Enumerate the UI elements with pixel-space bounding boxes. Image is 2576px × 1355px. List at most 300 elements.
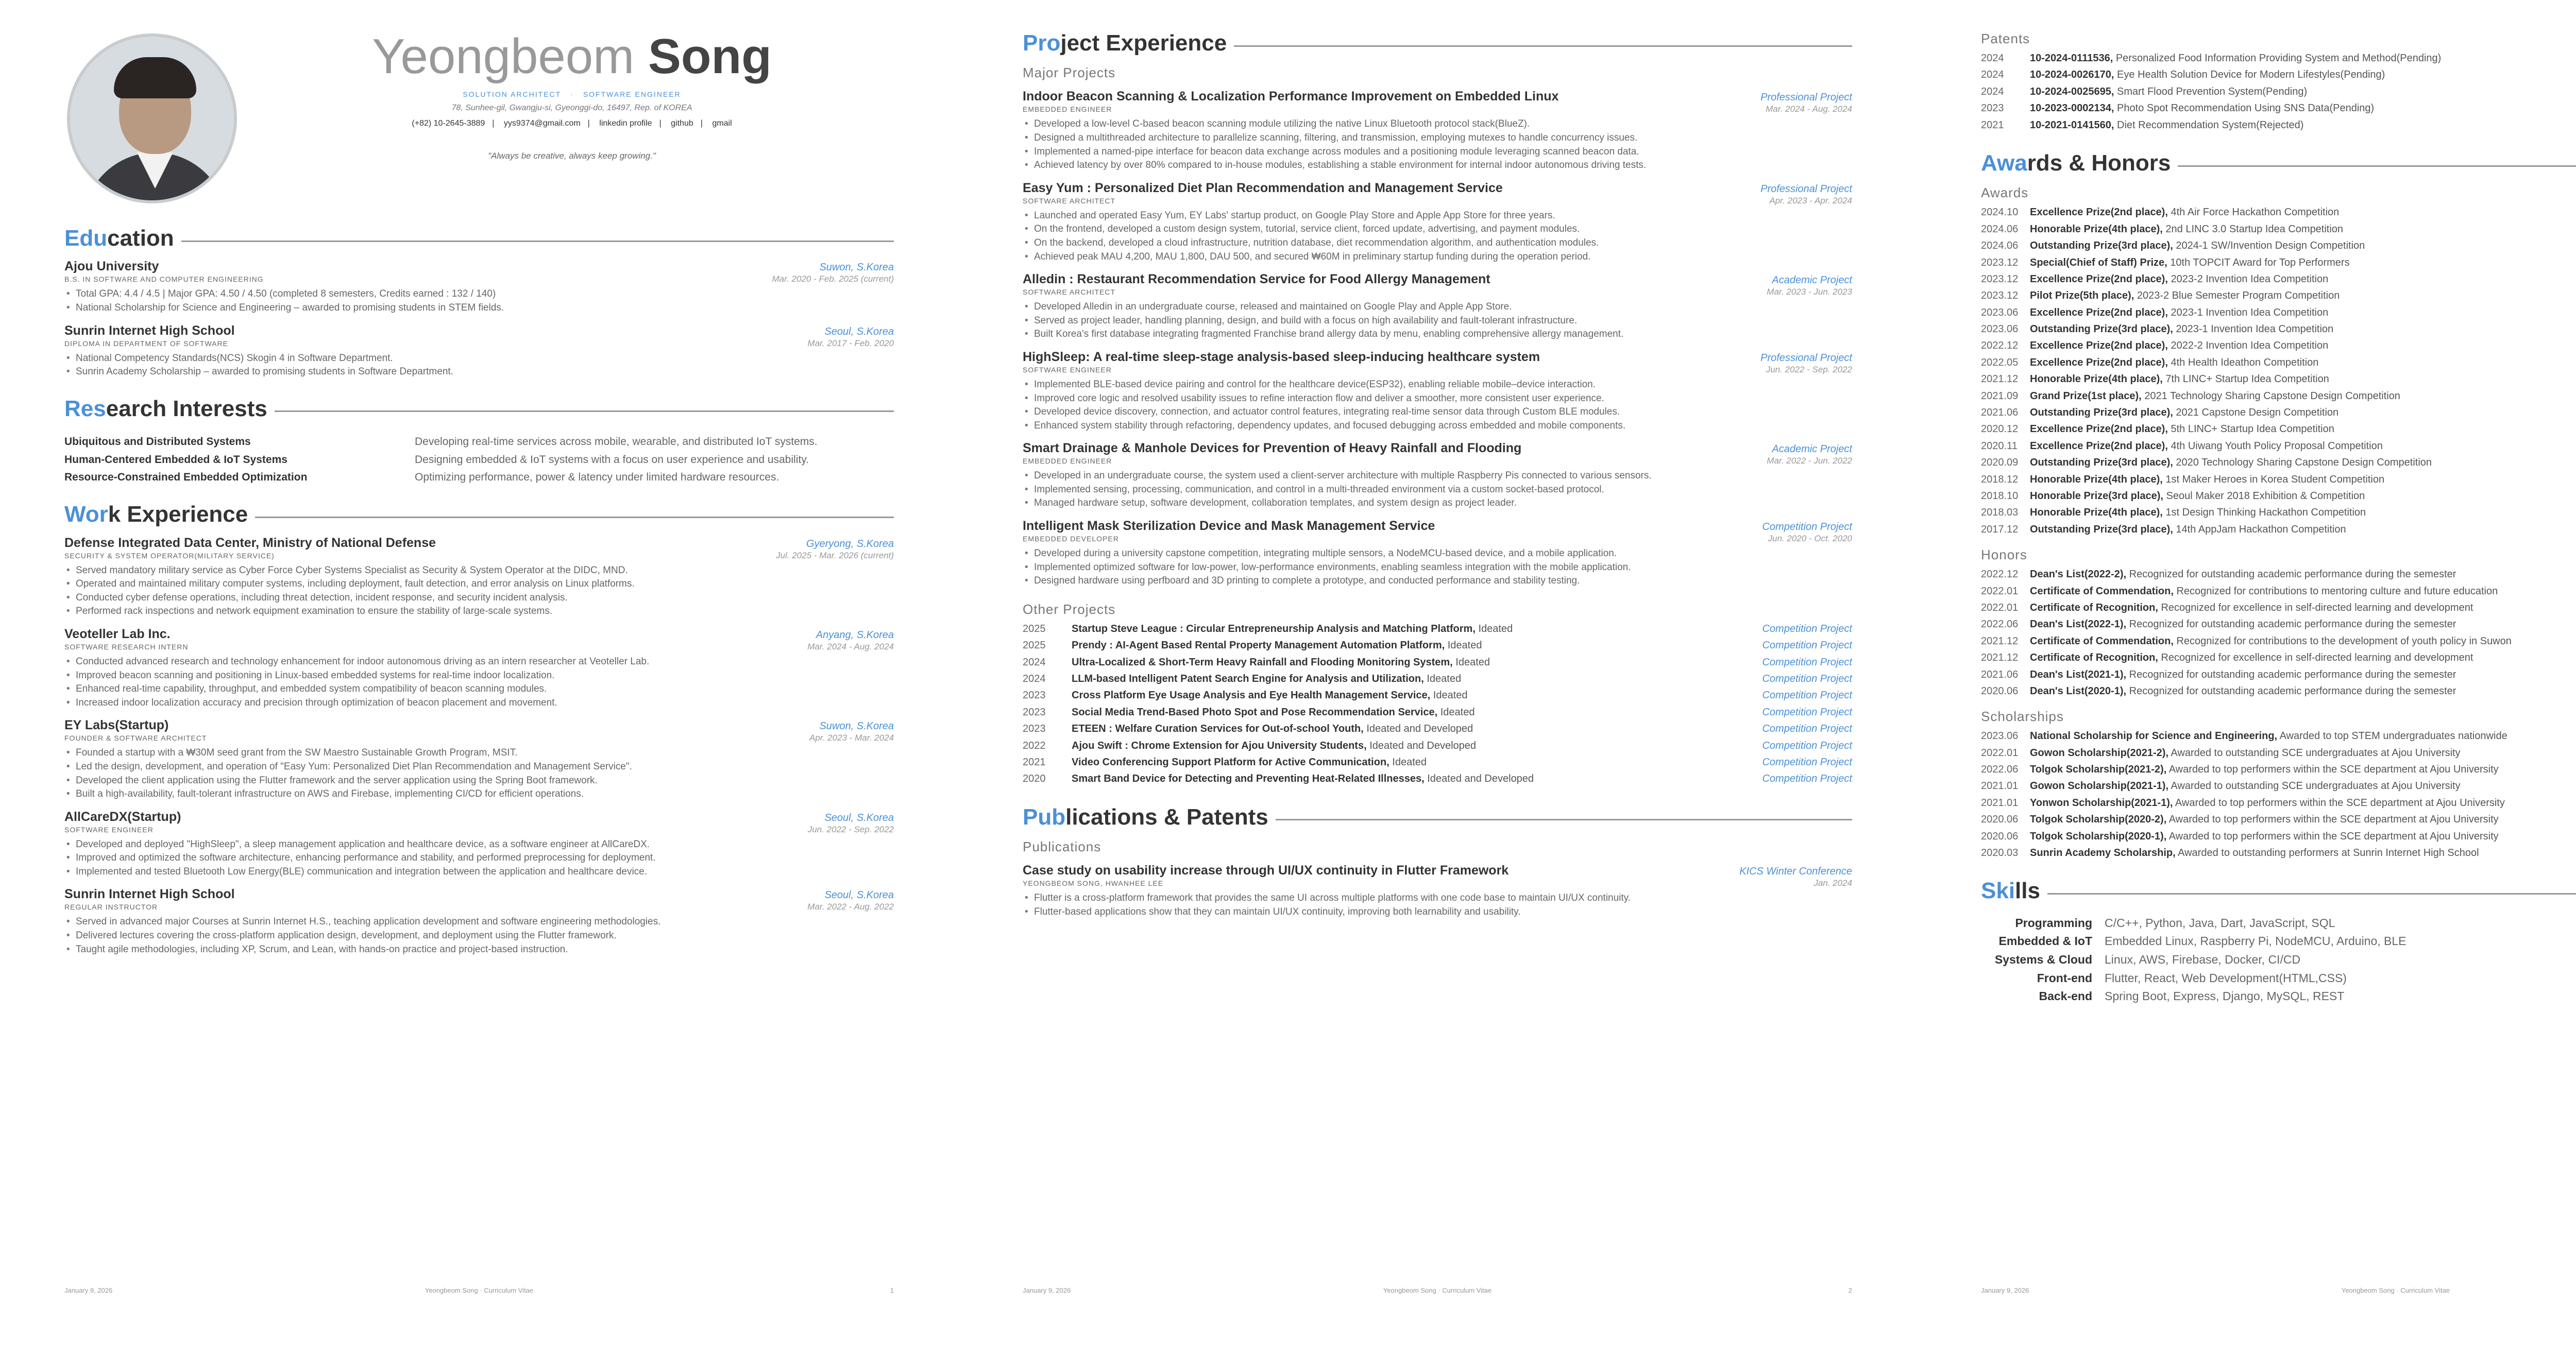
bullet-item: • Developed and deployed "HighSleep", a sleep management application and healthcare device, as a software engineer at AllCareDX.: [64, 838, 894, 852]
table-row: [1981, 728, 2576, 744]
row-title: Honorable Prize(3rd place),: [2030, 490, 2163, 502]
bullet-item: • Improved beacon scanning and positioning in Linux-based embedded systems for real-time indoor localization.: [64, 669, 894, 683]
row-title: Outstanding Prize(3rd place),: [2030, 457, 2173, 469]
entry-location: Professional Project: [1760, 183, 1852, 195]
entry-head: [64, 323, 894, 338]
interest-name: Resource-Constrained Embedded Optimization: [64, 471, 308, 483]
row-title: Excellence Prize(2nd place),: [2030, 356, 2168, 368]
row-text: [2030, 237, 2576, 254]
row-date: 2024: [1981, 53, 2004, 64]
row-date: 2025: [1023, 640, 1046, 651]
entry-date: Mar. 2022 - Jun. 2022: [1767, 456, 1852, 466]
skill-items: Linux, AWS, Firebase, Docker, CI/CD: [2105, 953, 2301, 967]
row-date: 2024: [1981, 69, 2004, 81]
bullet-list: [64, 746, 894, 801]
skill-row: [1981, 969, 2576, 988]
entry-subhead: [1023, 196, 1852, 206]
row-text: [2030, 404, 2576, 421]
row-text: [2030, 566, 2576, 582]
row-desc: Seoul Maker 2018 Exhibition & Competition: [2166, 490, 2365, 502]
interest-desc: Designing embedded & IoT systems with a focus on user experience and usability.: [415, 453, 809, 466]
gmail-link[interactable]: gmail: [712, 118, 732, 128]
row-desc: 1st Design Thinking Hackathon Competition: [2165, 507, 2366, 519]
row-title: Outstanding Prize(3rd place),: [2030, 523, 2173, 535]
row-title: Excellence Prize(2nd place),: [2030, 207, 2168, 218]
page-3: [1917, 0, 2576, 1355]
entry-location: Seoul, S.Korea: [824, 889, 894, 901]
row-title: Excellence Prize(2nd place),: [2030, 273, 2168, 285]
entry-subhead: [1023, 365, 1852, 375]
row-title: Pilot Prize(5th place),: [2030, 290, 2134, 302]
row-title: Excellence Prize(2nd place),: [2030, 440, 2168, 452]
entry-role: EMBEDDED ENGINEER: [1023, 105, 1112, 114]
entry-location: Anyang, S.Korea: [816, 629, 894, 641]
row-title: Social Media Trend-Based Photo Spot and Pose Recommendation Service,: [1072, 706, 1438, 718]
row-text: [1072, 654, 1687, 671]
row-text: [1072, 704, 1687, 721]
row-date: 2020.09: [1981, 457, 2019, 469]
row-desc: Awarded to top performers within the SCE department at Ajou University: [2168, 830, 2499, 842]
table-row: [1981, 83, 2576, 100]
bullet-item: • Designed a multithreaded architecture to parallelize scanning, filtering, and transmission, employing mutexes to handle concurrency issues.: [1023, 131, 1852, 145]
bullet-item: • Served mandatory military service as Cyber Force Cyber Systems Specialist as Security & System Operator at the DIDC, MND.: [64, 564, 894, 578]
entry-date: Jun. 2020 - Oct. 2020: [1768, 534, 1852, 544]
entry: [64, 627, 894, 710]
row-date: 2020.12: [1981, 423, 2019, 435]
skill-category: Programming: [2015, 916, 2092, 930]
row-date: 2020.06: [1981, 830, 2019, 842]
entry-head: [64, 718, 894, 733]
entry-subhead: [64, 551, 894, 561]
row-desc: Awarded to outstanding SCE undergraduates at Ajou University: [2171, 780, 2461, 792]
research-section: [64, 397, 894, 485]
row-title: Dean's List(2021-1),: [2030, 668, 2127, 680]
bullet-item: • Conducted cyber defense operations, including threat detection, incident response, and security incident analysis.: [64, 591, 894, 605]
row-date: 2024: [1023, 673, 1046, 685]
row-desc: 4th Air Force Hackathon Competition: [2171, 207, 2340, 218]
entry-date: Jan. 2024: [1814, 878, 1852, 888]
entry: [64, 887, 894, 956]
row-desc: Photo Spot Recommendation Using SNS Data(Pending): [2117, 102, 2375, 114]
table-row: [1981, 845, 2576, 861]
github-link[interactable]: github: [671, 118, 693, 128]
publications-section: [1023, 805, 1852, 919]
row-title: Ultra-Localized & Short-Term Heavy Rainfall and Flooding Monitoring System,: [1072, 656, 1453, 668]
entry-role: SECURITY & SYSTEM OPERATOR(MILITARY SERVICE): [64, 551, 275, 560]
row-title: Tolgok Scholarship(2020-1),: [2030, 830, 2167, 842]
row-title: Video Conferencing Support Platform for Active Communication,: [1072, 756, 1389, 768]
publications-list: [1023, 863, 1852, 919]
row-date: 2021.01: [1981, 780, 2019, 792]
address: 78, Sunhee-gil, Gwangju-si, Gyeonggi-do, 16497, Rep. of KOREA: [451, 103, 692, 112]
table-row: [1981, 649, 2576, 666]
row-date: 2018.10: [1981, 490, 2019, 502]
entry: [1023, 350, 1852, 433]
row-title: Excellence Prize(2nd place),: [2030, 423, 2168, 435]
row-date: 2021: [1981, 119, 2004, 131]
row-date: 2023.12: [1981, 290, 2019, 302]
row-title: ETEEN : Welfare Curation Services for Out-of-school Youth,: [1072, 723, 1364, 735]
header-info: [250, 31, 894, 161]
row-desc: 2021 Capstone Design Competition: [2176, 407, 2339, 419]
row-text: [2030, 83, 2576, 100]
entry-head: [1023, 441, 1852, 456]
row-text: [2030, 599, 2576, 616]
skill-items: Flutter, React, Web Development(HTML,CSS): [2105, 971, 2347, 985]
bullet-list: [64, 564, 894, 619]
entry-head: [1023, 519, 1852, 534]
row-text: [2030, 100, 2576, 116]
research-list: [64, 435, 894, 485]
row-text: [2030, 354, 2576, 371]
row-desc: Awarded to top performers within the SCE department at Ajou University: [2175, 797, 2505, 809]
contacts: (+82) 10-2645-3889 | yys9374@gmail.com | linkedin profile | github | gmail: [412, 118, 732, 128]
row-title: Outstanding Prize(3rd place),: [2030, 407, 2173, 419]
table-row: [1981, 354, 2576, 371]
row-title: Cross Platform Eye Usage Analysis and Eye Health Management Service,: [1072, 690, 1431, 701]
entry-title: Easy Yum : Personalized Diet Plan Recommendation and Management Service: [1023, 180, 1503, 195]
entry-subhead: [1023, 287, 1852, 297]
row-desc: Ideated: [1433, 690, 1468, 701]
table-row: [1023, 721, 1852, 737]
row-org: Competition Project: [1762, 656, 1852, 668]
bullet-item: • Total GPA: 4.4 / 4.5 | Major GPA: 4.50 / 4.50 (completed 8 semesters, Credits earned : 132 / 140): [64, 287, 894, 301]
table-row: [1981, 254, 2576, 271]
entry-role: SOFTWARE RESEARCH INTERN: [64, 642, 189, 651]
row-date: 2022.12: [1981, 340, 2019, 352]
awards-table: [1981, 204, 2576, 538]
bullet-item: • Founded a startup with a ₩30M seed grant from the SW Maestro Sustainable Growth Program, MSIT.: [64, 746, 894, 760]
row-text: [2030, 66, 2576, 83]
table-row: [1981, 438, 2576, 454]
skill-row: [1981, 932, 2576, 951]
row-date: 2020.06: [1981, 814, 2019, 826]
honors-table: [1981, 566, 2576, 699]
page-footer: January 9, 2026 Yeongbeom Song · Curriculum Vitae: [1981, 1287, 2450, 1294]
row-org: Competition Project: [1762, 640, 1852, 651]
table-row: [1981, 388, 2576, 404]
row-text: [1072, 721, 1687, 737]
row-text: [2030, 50, 2576, 66]
entry-date: Mar. 2017 - Feb. 2020: [807, 338, 894, 348]
table-row: [1981, 204, 2576, 220]
row-date: 2023.06: [1981, 306, 2019, 318]
bullet-list: [64, 915, 894, 956]
entry-subhead: [1023, 456, 1852, 466]
bullet-item: • Sunrin Academy Scholarship – awarded to promising students in Software Department.: [64, 365, 894, 379]
row-date: 2024.06: [1981, 240, 2019, 252]
row-text: [2030, 828, 2576, 845]
row-desc: Awarded to top STEM undergraduates nationwide: [2279, 730, 2507, 742]
row-date: 2022.06: [1981, 764, 2019, 776]
bullet-item: • Operated and maintained military computer systems, including deployment, fault detection, and error analysis on Linux platforms.: [64, 577, 894, 591]
entry-role: SOFTWARE ENGINEER: [64, 825, 154, 834]
skill-category: Embedded & IoT: [1998, 934, 2092, 948]
row-desc: 2022-2 Invention Idea Competition: [2171, 340, 2329, 352]
bullet-item: • Flutter is a cross-platform framework that provides the same UI across multiple platforms with one code base to maintain UI/UX continuity.: [1023, 891, 1852, 905]
row-title: National Scholarship for Science and Engineering,: [2030, 730, 2278, 742]
table-row: [1981, 404, 2576, 421]
bullet-list: [1023, 378, 1852, 433]
skill-category: Systems & Cloud: [1994, 953, 2092, 967]
bullet-list: [1023, 469, 1852, 510]
table-row: [1981, 745, 2576, 761]
bullet-item: • Served as project leader, handling planning, design, and build with a focus on high availability and fault-tolerant infrastructure.: [1023, 314, 1852, 328]
row-title: Honorable Prize(4th place),: [2030, 507, 2163, 519]
bullet-list: [1023, 117, 1852, 172]
row-date: 2022.12: [1981, 569, 2019, 580]
entry-date: Jul. 2025 - Mar. 2026 (current): [776, 550, 894, 560]
row-org: Competition Project: [1762, 740, 1852, 751]
row-org: Competition Project: [1762, 690, 1852, 701]
row-date: 2023: [1023, 723, 1046, 735]
row-text: [2030, 471, 2576, 488]
subsection-title: Major Projects: [1023, 65, 1116, 81]
person-name: Yeongbeom Song: [372, 29, 772, 84]
row-title: Sunrin Academy Scholarship,: [2030, 847, 2176, 859]
email-link[interactable]: yys9374@gmail.com: [503, 118, 581, 128]
row-desc: 2023-2 Blue Semester Program Competition: [2137, 290, 2340, 302]
row-text: [2030, 633, 2576, 649]
entry-role: EMBEDDED DEVELOPER: [1023, 535, 1119, 543]
row-date: 2020: [1023, 773, 1046, 785]
table-row: [1981, 100, 2576, 116]
interest-row: [64, 470, 894, 485]
table-row: [1981, 337, 2576, 354]
entry-date: Apr. 2023 - Mar. 2024: [809, 733, 894, 743]
entry-head: [64, 627, 894, 642]
table-row: [1981, 321, 2576, 337]
table-row: [1981, 795, 2576, 811]
table-row: [1981, 521, 2576, 538]
entry-role: REGULAR INSTRUCTOR: [64, 903, 158, 912]
row-date: 2022.06: [1981, 619, 2019, 630]
linkedin-link[interactable]: linkedin profile: [599, 118, 652, 128]
bullet-item: • Conducted advanced research and technology enhancement for indoor autonomous driving as an intern researcher at Veoteller Lab.: [64, 655, 894, 669]
table-row: [1981, 633, 2576, 649]
row-title: Certificate of Recognition,: [2030, 602, 2158, 613]
skill-category: Back-end: [2039, 989, 2092, 1003]
row-desc: Ideated: [1392, 756, 1427, 768]
entry-location: Professional Project: [1760, 92, 1852, 104]
entry-head: [64, 810, 894, 825]
entry-date: Jun. 2022 - Sep. 2022: [1766, 364, 1852, 374]
row-text: [2030, 454, 2576, 471]
row-date: 2024.06: [1981, 223, 2019, 235]
profile-photo: [67, 33, 237, 203]
bullet-item: • Developed device discovery, connection, and actuator control features, integrating real-time sensor data through Custom BLE modules.: [1023, 405, 1852, 419]
row-desc: Diet Recommendation System(Rejected): [2117, 119, 2304, 131]
table-row: [1981, 66, 2576, 83]
table-row: [1981, 683, 2576, 699]
row-title: Dean's List(2022-1),: [2030, 619, 2127, 630]
entry-location: Seoul, S.Korea: [824, 325, 894, 337]
row-text: [2030, 204, 2576, 220]
row-desc: Ideated: [1447, 640, 1482, 651]
table-row: [1981, 616, 2576, 632]
entry-title: Defense Integrated Data Center, Ministry of National Defense: [64, 535, 436, 550]
entry-head: [1023, 89, 1852, 104]
education-list: [64, 259, 894, 379]
subsection-title: Patents: [1981, 31, 2030, 46]
table-row: [1981, 117, 2576, 133]
row-title: Excellence Prize(2nd place),: [2030, 340, 2168, 352]
row-desc: Recognized for outstanding academic performance during the semester: [2129, 569, 2456, 580]
positions: SOLUTION ARCHITECT · SOFTWARE ENGINEER: [463, 90, 681, 98]
row-desc: Personalized Food Information Providing System and Method(Pending): [2115, 53, 2442, 64]
bullet-item: • Developed a low-level C-based beacon scanning module utilizing the native Linux Bluetooth protocol stack(BlueZ).: [1023, 117, 1852, 131]
row-desc: Smart Flood Prevention System(Pending): [2117, 85, 2308, 97]
interest-desc: Developing real-time services across mobile, wearable, and distributed IoT systems.: [415, 436, 818, 448]
table-row: [1981, 599, 2576, 616]
row-text: [2030, 683, 2576, 699]
entry-date: Jun. 2022 - Sep. 2022: [807, 824, 894, 834]
bullet-item: • Implemented and tested Bluetooth Low Energy(BLE) communication and integration between the application and healthcare device.: [64, 865, 894, 879]
bullet-list: [64, 352, 894, 379]
row-title: Gowon Scholarship(2021-2),: [2030, 747, 2168, 759]
row-date: 2022: [1023, 740, 1046, 751]
row-desc: 4th Health Ideathon Competition: [2171, 356, 2319, 368]
row-title: Honorable Prize(4th place),: [2030, 473, 2163, 485]
row-desc: Recognized for contributions to mentoring culture and future education: [2176, 585, 2498, 597]
entry-date: Apr. 2023 - Apr. 2024: [1769, 195, 1852, 205]
entry-role: YEONGBEOM SONG, HWANHEE LEE: [1023, 879, 1164, 888]
skill-items: Spring Boot, Express, Django, MySQL, REST: [2105, 989, 2345, 1003]
page-2: [958, 0, 1917, 1355]
row-date: 2021.06: [1981, 668, 2019, 680]
row-text: [2030, 221, 2576, 237]
entry-title: AllCareDX(Startup): [64, 809, 181, 824]
entry-location: Seoul, S.Korea: [824, 812, 894, 824]
entry-location: Professional Project: [1760, 352, 1852, 364]
page-1: [0, 0, 958, 1355]
bullet-item: • Managed hardware setup, software development, collaboration templates, and system design as project leader.: [1023, 496, 1852, 510]
row-date: 2020.03: [1981, 847, 2019, 859]
table-row: [1981, 583, 2576, 599]
entry: [64, 810, 894, 879]
subsection-title: Publications: [1023, 839, 1101, 855]
entry-location: Competition Project: [1762, 521, 1852, 533]
table-row: [1981, 237, 2576, 254]
skill-row: [1981, 987, 2576, 1006]
entry-location: Academic Project: [1772, 275, 1852, 286]
row-text: [2030, 845, 2576, 861]
row-date: 2023.06: [1981, 323, 2019, 335]
bullet-item: • Enhanced system stability through refactoring, dependency updates, and focused debugging across embedded and mobile components.: [1023, 419, 1852, 433]
row-desc: 1st Maker Heroes in Korea Student Competition: [2165, 473, 2385, 485]
bullet-item: • Launched and operated Easy Yum, EY Labs' startup product, on Google Play Store and Apple App Store for three years.: [1023, 209, 1852, 223]
row-org: Competition Project: [1762, 706, 1852, 718]
row-title: 10-2024-0026170,: [2030, 69, 2114, 81]
table-row: [1981, 471, 2576, 488]
row-text: [2030, 745, 2576, 761]
entry-title: Smart Drainage & Manhole Devices for Prevention of Heavy Rainfall and Flooding: [1023, 441, 1522, 456]
row-text: [2030, 438, 2576, 454]
skill-items: Embedded Linux, Raspberry Pi, NodeMCU, Arduino, BLE: [2105, 934, 2406, 948]
row-text: [2030, 117, 2576, 133]
row-title: Certificate of Recognition,: [2030, 652, 2158, 664]
row-desc: Ideated and Developed: [1366, 723, 1473, 735]
cv-header: [64, 31, 894, 209]
row-date: 2022.01: [1981, 747, 2019, 759]
bullet-item: • Improved core logic and resolved usability issues to refine interaction flow and deliver a smoother, more consistent user experience.: [1023, 392, 1852, 406]
entry: [64, 323, 894, 379]
table-row: [1981, 566, 2576, 582]
bullet-item: • Developed during a university capstone competition, integrating multiple sensors, a NodeMCU-based device, and a mobile application.: [1023, 547, 1852, 561]
entry-date: Mar. 2023 - Jun. 2023: [1767, 287, 1852, 297]
entry-role: DIPLOMA IN DEPARTMENT OF SOFTWARE: [64, 339, 228, 348]
entry-title: Ajou University: [64, 259, 159, 274]
bullet-list: [1023, 209, 1852, 264]
row-title: Yonwon Scholarship(2021-1),: [2030, 797, 2173, 809]
bullet-item: • Developed Alledin in an undergraduate course, released and maintained on Google Play and Apple App Store.: [1023, 300, 1852, 314]
entry-title: Alledin : Restaurant Recommendation Service for Food Allergy Management: [1023, 272, 1490, 287]
entry-subhead: [1023, 878, 1852, 888]
entry: [64, 259, 894, 315]
row-title: Outstanding Prize(3rd place),: [2030, 240, 2173, 252]
table-row: [1981, 421, 2576, 437]
projects-section: [1023, 31, 1852, 787]
row-date: 2024: [1023, 656, 1046, 668]
phone-link[interactable]: (+82) 10-2645-3889: [412, 118, 485, 128]
row-desc: Ideated: [1427, 673, 1462, 685]
entry-date: Mar. 2020 - Feb. 2025 (current): [772, 274, 894, 284]
entry-title: Sunrin Internet High School: [64, 887, 235, 902]
row-desc: Recognized for outstanding academic performance during the semester: [2129, 685, 2456, 697]
entry: [1023, 181, 1852, 264]
row-desc: Recognized for contributions to the development of youth policy in Suwon: [2176, 635, 2512, 647]
bullet-item: • Enhanced real-time capability, throughput, and embedded system compatibility of beacon scanning modules.: [64, 682, 894, 696]
row-text: [2030, 254, 2576, 271]
bullet-item: • Delivered lectures covering the cross-platform application design, development, and deployment using the Flutter framework.: [64, 929, 894, 943]
row-date: 2020.11: [1981, 440, 2018, 452]
entry-title: Sunrin Internet High School: [64, 323, 235, 338]
entry-subhead: [64, 338, 894, 349]
section-title: Wor k Experience: [64, 502, 894, 527]
row-text: [2030, 666, 2576, 683]
entry-role: EMBEDDED ENGINEER: [1023, 457, 1112, 466]
row-date: 2021.09: [1981, 390, 2019, 402]
bullet-list: [64, 287, 894, 315]
entry-role: SOFTWARE ARCHITECT: [1023, 196, 1116, 205]
entry: [1023, 863, 1852, 919]
entry: [1023, 272, 1852, 341]
row-text: [2030, 371, 2576, 387]
quote: "Always be creative, always keep growing.": [488, 150, 656, 161]
row-desc: 2021 Technology Sharing Capstone Design Competition: [2144, 390, 2400, 402]
education-section: [64, 226, 894, 379]
row-title: 10-2021-0141560,: [2030, 119, 2114, 131]
work-list: [64, 536, 894, 957]
table-row: [1023, 770, 1852, 787]
page-footer: January 9, 2026 Yeongbeom Song · Curriculum Vitae 1: [64, 1287, 894, 1294]
interest-name: Ubiquitous and Distributed Systems: [64, 436, 251, 448]
table-row: [1023, 754, 1852, 770]
row-text: [1072, 671, 1687, 687]
row-text: [2030, 287, 2576, 304]
row-text: [2030, 421, 2576, 437]
entry-date: Mar. 2024 - Aug. 2024: [807, 641, 894, 651]
row-title: Tolgok Scholarship(2021-2),: [2030, 764, 2167, 776]
row-date: 2018.12: [1981, 473, 2019, 485]
row-text: [2030, 761, 2576, 778]
entry-title: EY Labs(Startup): [64, 718, 169, 733]
row-desc: 7th LINC+ Startup Idea Competition: [2165, 373, 2329, 385]
section-title: Ski lls: [1981, 879, 2576, 903]
row-date: 2022.01: [1981, 602, 2019, 613]
row-desc: 2nd LINC 3.0 Startup Idea Competition: [2165, 223, 2344, 235]
subsection-title: Awards: [1981, 185, 2029, 201]
